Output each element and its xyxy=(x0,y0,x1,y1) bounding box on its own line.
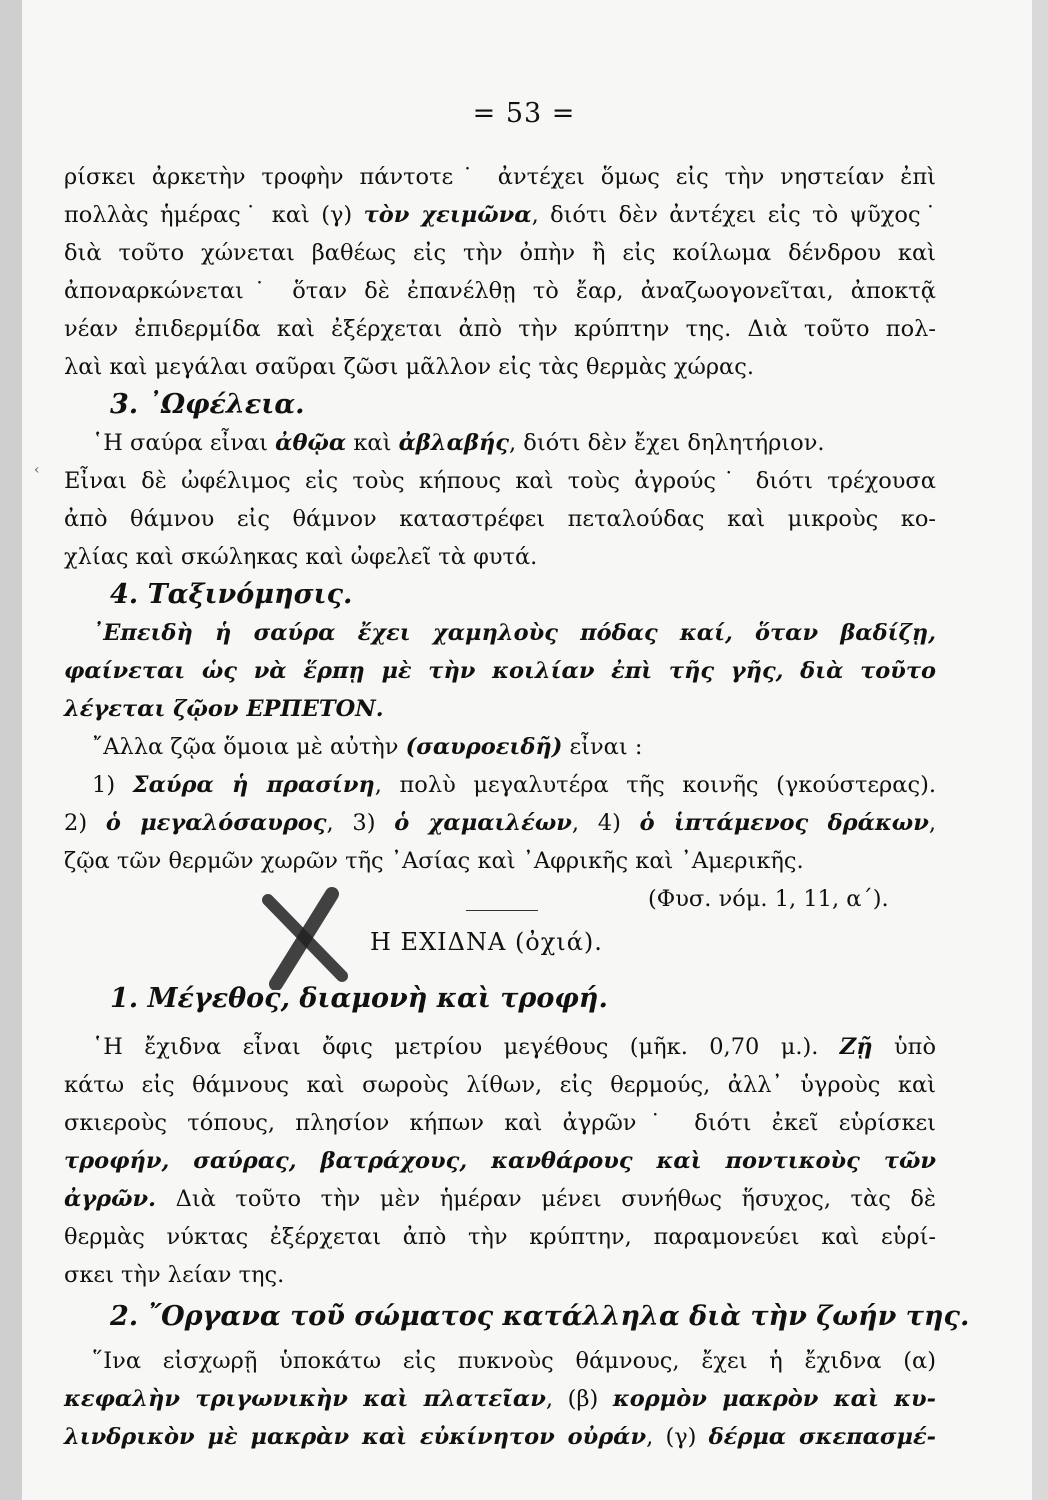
text-line: ᾿Επειδὴ ἡ σαύρα ἔχει χαμηλοὺς πόδας καί, ὅταν βαδίζῃ, xyxy=(92,620,936,646)
handwritten-x-mark xyxy=(250,880,360,990)
page-edge xyxy=(0,0,22,1500)
text-line: ζῷα τῶν θερμῶν χωρῶν τῆς ᾿Ασίας καὶ ᾿Αφρικῆς καὶ ᾿Αμερικῆς. xyxy=(64,848,804,874)
text-line: κεφαλὴν τριγωνικὴν καὶ πλατεῖαν, (β) κορμὸν μακρὸν καὶ κυ- xyxy=(64,1386,936,1412)
text-line: λαὶ καὶ μεγάλαι σαῦραι ζῶσι μᾶλλον εἰς τὰς θερμὰς χώρας. xyxy=(64,354,755,380)
section-heading: 3. ᾿Ωφέλεια. xyxy=(110,389,305,420)
text-line: ῾Η σαύρα εἶναι ἀθῷα καὶ ἀβλαβής, διότι δὲν ἔχει δηλητήριον. xyxy=(92,430,825,456)
text-line: πολλὰς ἡμέρας˙ καὶ (γ) τὸν χειμῶνα, διότι δὲν ἀντέχει εἰς τὸ ψῦχος˙ xyxy=(64,202,937,228)
page-number: = 53 = xyxy=(472,98,576,129)
text-line: 1) Σαύρα ἡ πρασίνη, πολὺ μεγαλυτέρα τῆς κοινῆς (γκούστερας). xyxy=(92,772,937,798)
text-line: ἀγρῶν. Διὰ τοῦτο τὴν μὲν ἡμέραν μένει συνήθως ἥσυχος, τὰς δὲ xyxy=(64,1186,936,1212)
text-line: κάτω εἰς θάμνους καὶ σωροὺς λίθων, εἰς θερμούς, ἀλλ᾿ ὑγροὺς καὶ xyxy=(64,1072,936,1098)
margin-mark: ‹ xyxy=(34,462,40,478)
text-line: χλίας καὶ σκώληκας καὶ ὠφελεῖ τὰ φυτά. xyxy=(64,544,538,570)
text-line: θερμὰς νύκτας ἐξέρχεται ἀπὸ τὴν κρύπτην, παραμονεύει καὶ εὑρί- xyxy=(64,1224,936,1250)
text-line: λινδρικὸν μὲ μακρὰν καὶ εὐκίνητον οὐράν, (γ) δέρμα σκεπασμέ- xyxy=(64,1424,936,1450)
text-line: 2) ὁ μεγαλόσαυρος, 3) ὁ χαμαιλέων, 4) ὁ ἱπτάμενος δράκων, xyxy=(64,810,936,836)
divider xyxy=(466,910,538,911)
text-line: Εἶναι δὲ ὠφέλιμος εἰς τοὺς κήπους καὶ τοὺς ἀγρούς˙ διότι τρέχουσα xyxy=(64,468,936,494)
section-heading: 1. Μέγεθος, διαμονὴ καὶ τροφή. xyxy=(110,983,608,1014)
chapter-title: Η ΕΧΙΔΝΑ (ὀχιά). xyxy=(370,928,603,956)
section-heading: 4. Ταξινόμησις. xyxy=(110,579,353,610)
text-line: σκει τὴν λείαν της. xyxy=(64,1262,285,1288)
section-heading: 2. ῎Οργανα τοῦ σώματος κατάλληλα διὰ τὴν ζωήν της. xyxy=(110,1301,970,1332)
text-line: ῎Αλλα ζῷα ὅμοια μὲ αὐτὴν (σαυροειδῆ) εἶναι : xyxy=(92,734,643,760)
text-line: νέαν ἐπιδερμίδα καὶ ἐξέρχεται ἀπὸ τὴν κρύπτην της. Διὰ τοῦτο πολ- xyxy=(64,316,936,342)
text-line: ῾Η ἔχιδνα εἶναι ὄφις μετρίου μεγέθους (μῆκ. 0,70 μ.). Ζῇ ὑπὸ xyxy=(92,1034,936,1060)
text-line: ἀπὸ θάμνου εἰς θάμνον καταστρέφει πεταλούδας καὶ μικροὺς κο- xyxy=(64,506,936,532)
text-line: φαίνεται ὡς νὰ ἕρπῃ μὲ τὴν κοιλίαν ἐπὶ τῆς γῆς, διὰ τοῦτο xyxy=(64,658,936,684)
text-line: ῞Ινα εἰσχωρῇ ὑποκάτω εἰς πυκνοὺς θάμνους, ἔχει ἡ ἔχιδνα (α) xyxy=(92,1348,936,1374)
text-line: ρίσκει ἀρκετὴν τροφὴν πάντοτε˙ ἀντέχει ὅμως εἰς τὴν νηστείαν ἐπὶ xyxy=(64,164,936,190)
text-line: διὰ τοῦτο χώνεται βαθέως εἰς τὴν ὀπὴν ἢ εἰς κοίλωμα δένδρου καὶ xyxy=(64,240,936,266)
text-line: ἀποναρκώνεται˙ ὅταν δὲ ἐπανέλθῃ τὸ ἔαρ, ἀναζωογονεῖται, ἀποκτᾷ xyxy=(64,278,936,304)
text-line: λέγεται ζῷον ΕΡΠΕΤΟΝ. xyxy=(64,696,384,722)
text-line: σκιεροὺς τόπους, πλησίον κήπων καὶ ἀγρῶν˙ διότι ἐκεῖ εὑρίσκει xyxy=(64,1110,936,1136)
bold-phrase: τὸν χειμῶνα xyxy=(363,202,532,228)
reference: (Φυσ. νόμ. 1, 11, α΄). xyxy=(648,886,889,912)
text-line: τροφήν, σαύρας, βατράχους, κανθάρους καὶ ποντικοὺς τῶν xyxy=(64,1148,936,1174)
